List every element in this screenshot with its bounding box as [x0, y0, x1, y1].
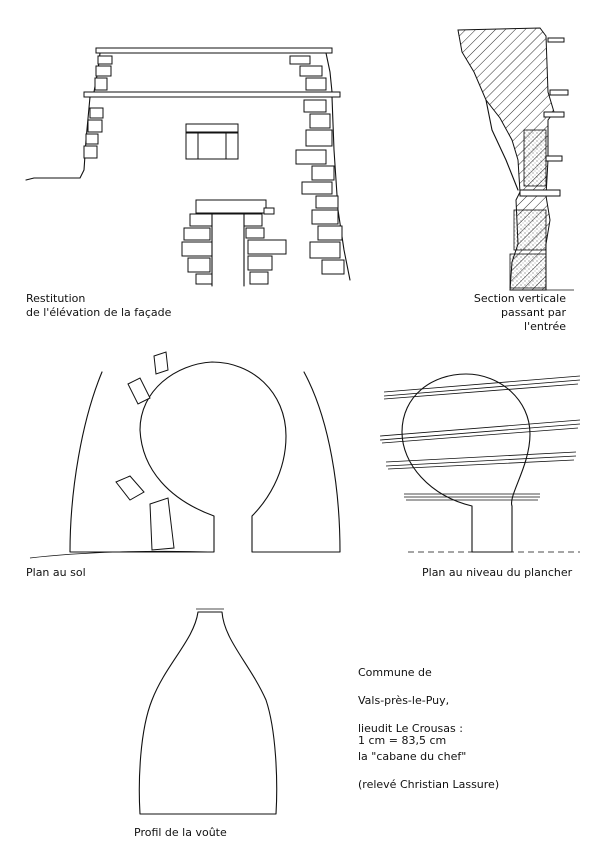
scale-note: 1 cm = 83,5 cm: [358, 734, 447, 747]
floor-plan: [380, 374, 580, 552]
floor-beams: [380, 376, 580, 500]
caption-section: Section verticale passant par l'entrée: [473, 292, 566, 333]
fill-layer-lower: [510, 254, 546, 288]
location-line: la "cabane du chef": [358, 750, 467, 763]
caption-facade: Restitution de l'élévation de la façade: [26, 292, 172, 319]
door-opening: [212, 214, 244, 286]
roof-slab-lower: [84, 92, 340, 97]
vault-profile: [139, 609, 276, 814]
left-wall-stones: [84, 56, 112, 158]
caption-vault-profile: Profil de la voûte: [134, 826, 227, 839]
right-wall-stones: [290, 56, 344, 274]
ground-plan-slabs: [116, 352, 174, 550]
facade-door: [182, 200, 286, 286]
location-line: lieudit Le Crousas :: [358, 722, 463, 735]
caption-ground-plan: Plan au sol: [26, 566, 86, 579]
location-line: Vals-près-le-Puy,: [358, 694, 450, 707]
ground-plan-outline: [70, 362, 340, 552]
location-line: (relevé Christian Lassure): [358, 778, 500, 791]
caption-floor-plan: Plan au niveau du plancher: [422, 566, 573, 579]
fill-layer-upper: [524, 130, 546, 186]
ground-plan: [30, 352, 340, 558]
vault-profile-outline: [139, 612, 276, 814]
left-wall-outline: [26, 97, 90, 180]
location-note: [358, 652, 499, 806]
fill-layer-middle: [514, 210, 546, 250]
facade-elevation: [26, 48, 350, 286]
facade-window: [186, 124, 238, 159]
roof-slab-top: [96, 48, 332, 53]
vertical-section: [458, 28, 574, 290]
location-line: Commune de: [358, 666, 432, 679]
